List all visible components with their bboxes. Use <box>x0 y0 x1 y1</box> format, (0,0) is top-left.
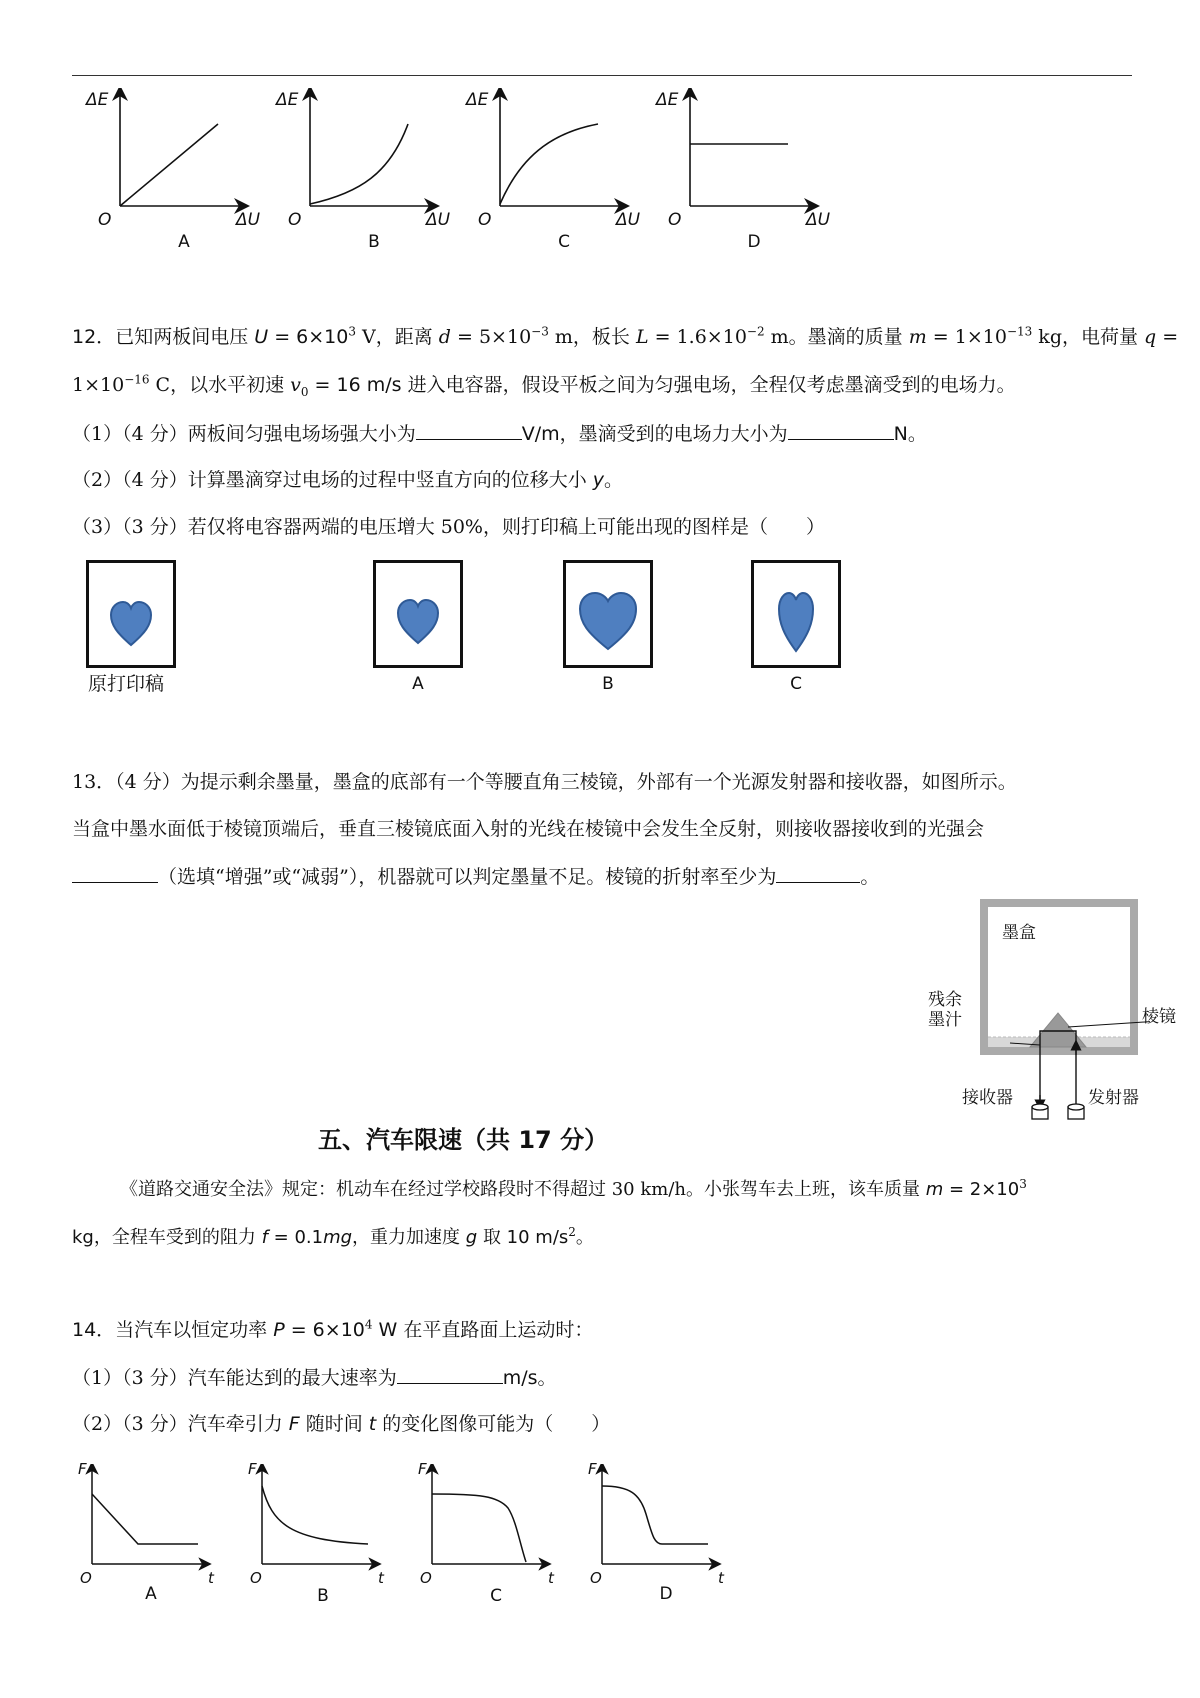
answer-blank-refractive-index[interactable] <box>776 864 860 883</box>
graph-b-ylabel: ΔE <box>276 90 299 110</box>
force-graph-b-caption: B <box>317 1586 329 1606</box>
graph-option-c <box>500 93 622 206</box>
print-box-option-a <box>373 560 463 668</box>
graph-d-origin: O <box>668 210 682 230</box>
receiver-label: 接收器 <box>962 1088 1013 1108</box>
section-5-intro-line-1: 《道路交通安全法》规定：机动车在经过学校路段时不得超过 30 km/h。小张驾车去上班，该车质量 $m = 2\times 10^3$ <box>120 1177 1027 1200</box>
print-box-a-caption: A <box>412 674 424 694</box>
curve-linear <box>120 124 218 206</box>
q12-sub-2: （2）（4 分）计算墨滴穿过电场的过程中竖直方向的位移大小 y。 <box>72 469 624 491</box>
graph-option-b <box>310 93 432 206</box>
graph-option-a <box>120 93 242 206</box>
force-graph-d-xlabel: t <box>718 1569 724 1587</box>
heart-option-a <box>376 563 460 665</box>
force-graph-option-b <box>262 1468 375 1564</box>
curve-plateau-drop <box>432 1494 526 1562</box>
graph-c-origin: O <box>478 210 492 230</box>
graph-a-xlabel: ΔU <box>236 210 261 230</box>
graph-a-ylabel: ΔE <box>86 90 109 110</box>
force-graph-b-ylabel: F <box>248 1460 257 1478</box>
header-rule <box>72 75 1132 76</box>
q13-line-1: 13．（4 分）为提示剩余墨量，墨盒的底部有一个等腰直角三棱镜，外部有一个光源发射器和接收器，如图所示。 <box>72 771 1017 793</box>
heart-original <box>89 563 173 665</box>
force-graph-option-a <box>92 1468 205 1564</box>
graph-b-origin: O <box>288 210 302 230</box>
graph-option-d <box>690 93 812 206</box>
emitter-icon <box>1068 1104 1084 1119</box>
force-graph-c-origin: O <box>420 1569 432 1587</box>
q12-sub-1: （1）（4 分）两板间匀强电场场强大小为 V/m，墨滴受到的电场力大小为 N。 <box>72 423 927 445</box>
prism-label: 棱镜 <box>1142 1007 1176 1027</box>
q13-line-2: 当盒中墨水面低于棱镜顶端后，垂直三棱镜底面入射的光线在棱镜中会发生全反射，则接收器接收到的光强会 <box>72 818 985 840</box>
answer-blank-field-strength[interactable] <box>416 421 522 440</box>
prism-icon <box>1030 1013 1086 1047</box>
graph-d-caption: D <box>747 232 761 252</box>
graph-d-ylabel: ΔE <box>656 90 679 110</box>
q13-line-3: （选填“增强”或“减弱”），机器就可以判定墨量不足。棱镜的折射率至少为 。 <box>72 864 879 889</box>
answer-blank-max-speed[interactable] <box>397 1365 503 1384</box>
curve-linear-drop <box>92 1494 198 1544</box>
graph-a-caption: A <box>178 232 190 252</box>
print-box-original-caption: 原打印稿 <box>88 673 165 695</box>
ink-label-line-2: 墨汁 <box>928 1010 962 1030</box>
graph-c-caption: C <box>558 232 570 252</box>
force-graph-a-caption: A <box>145 1584 157 1604</box>
q14-sub-2: （2）（3 分）汽车牵引力 F 随时间 t 的变化图像可能为（ ） <box>72 1413 611 1435</box>
force-graph-b-origin: O <box>250 1569 262 1587</box>
ink-label-line-1: 残余 <box>928 990 962 1010</box>
print-box-c-caption: C <box>790 674 802 694</box>
cartridge-label: 墨盒 <box>1002 923 1036 943</box>
graph-a-origin: O <box>98 210 112 230</box>
print-box-option-b <box>563 560 653 668</box>
graph-c-xlabel: ΔU <box>616 210 641 230</box>
emitter-label: 发射器 <box>1088 1088 1139 1108</box>
force-graph-c-caption: C <box>490 1586 502 1606</box>
section-5-intro-line-2: kg，全程车受到的阻力 f = 0.1mg，重力加速度 g 取 10 $m/s^2$。 <box>72 1225 594 1248</box>
force-graph-a-origin: O <box>80 1569 92 1587</box>
force-graph-d-origin: O <box>590 1569 602 1587</box>
force-graph-d-ylabel: F <box>588 1460 597 1478</box>
answer-blank-intensity[interactable] <box>72 864 158 883</box>
curve-decay <box>262 1486 368 1544</box>
force-graph-c-xlabel: t <box>548 1569 554 1587</box>
graph-c-ylabel: ΔE <box>466 90 489 110</box>
force-graph-b-xlabel: t <box>378 1569 384 1587</box>
force-graph-a-xlabel: t <box>208 1569 214 1587</box>
q14-sub-1: （1）（3 分）汽车能达到的最大速率为 m/s。 <box>72 1367 557 1389</box>
q14-line-1: 14．当汽车以恒定功率 $P = 6\times 10^4$ W 在平直路面上运动时： <box>72 1317 594 1341</box>
graph-d-xlabel: ΔU <box>806 210 831 230</box>
receiver-icon <box>1032 1104 1048 1119</box>
answer-blank-electric-force[interactable] <box>788 421 894 440</box>
force-graph-option-c <box>432 1468 545 1564</box>
print-box-option-c <box>751 560 841 668</box>
q12-line-1: 12．已知两板间电压 $U = 6\times 10^3$ V，距离 $d = 5\times 10^{-3}$ m，板长 $L = 1.6\times 10^{-2}$ m。墨滴的质量 $m = 1\times 10^{-13}$ kg，电荷量 q = <box>72 324 1179 348</box>
section-5-title: 五、汽车限速（共 17 分） <box>318 1126 609 1154</box>
force-graph-a-ylabel: F <box>78 1460 87 1478</box>
heart-option-b <box>566 563 650 665</box>
print-box-b-caption: B <box>602 674 614 694</box>
print-box-original <box>86 560 176 668</box>
force-graph-d-caption: D <box>659 1584 673 1604</box>
graph-b-caption: B <box>368 232 380 252</box>
curve-drop-to-constant <box>602 1486 708 1544</box>
force-graph-c-ylabel: F <box>418 1460 427 1478</box>
force-graph-option-d <box>602 1468 715 1564</box>
q12-sub-3: （3）（3 分）若仅将电容器两端的电压增大 50%，则打印稿上可能出现的图样是（ ） <box>72 516 825 538</box>
curve-concave-up <box>310 124 408 204</box>
heart-option-c <box>754 563 838 665</box>
q12-line-2: $1\times 10^{-16}$ C，以水平初速 $v_0 = 16$ m/s 进入电容器，假设平板之间为匀强电场，全程仅考虑墨滴受到的电场力。 <box>72 372 1016 399</box>
graph-b-xlabel: ΔU <box>426 210 451 230</box>
curve-concave-down <box>500 124 598 204</box>
